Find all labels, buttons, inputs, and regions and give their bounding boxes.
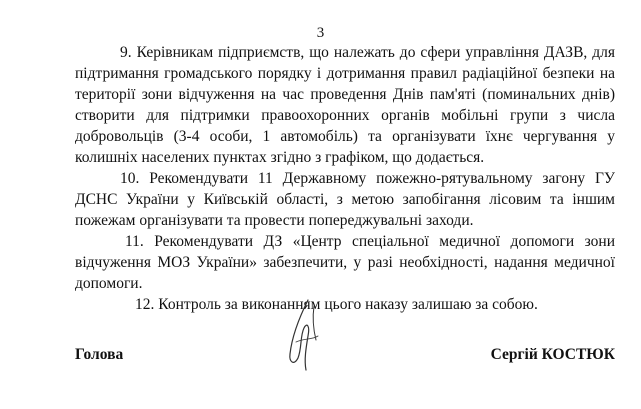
document-body [75,42,615,315]
signatory-role: Голова [75,346,124,363]
signatory-name: Сергій КОСТЮК [490,346,615,363]
page-number: 3 [316,25,325,41]
paragraph-11: 11. Рекомендувати ДЗ «Центр спеціальної медичної допомоги зони відчуження МОЗ України» забезпечити, у разі необхідності, надання медичної допомоги. [75,233,615,292]
paragraph-10: 10. Рекомендувати 11 Державному пожежно-рятувальному загону ГУ ДСНС України у Київській області, з метою запобігання лісовим та іншим пожежам організувати та провести попереджувальні заходи. [75,170,615,229]
signature-block [75,346,615,368]
paragraph-9: 9. Керівникам підприємств, що належать до сфери управління ДАЗВ, для підтримання громадського порядку і дотримання правил радіаційної безпеки на території зони відчуження на час проведення Днів пам'яті (поминальних днів) створити для підтримки правоохоронних органів мобільні групи з числа добровольців (3-4 особи, 1 автомобіль) та організувати їхнє чергування у колишніх населених пунктах згідно з графіком, що додається. [75,44,615,166]
paragraph-12: 12. Контроль за виконанням цього наказу залишаю за собою. [135,296,538,313]
